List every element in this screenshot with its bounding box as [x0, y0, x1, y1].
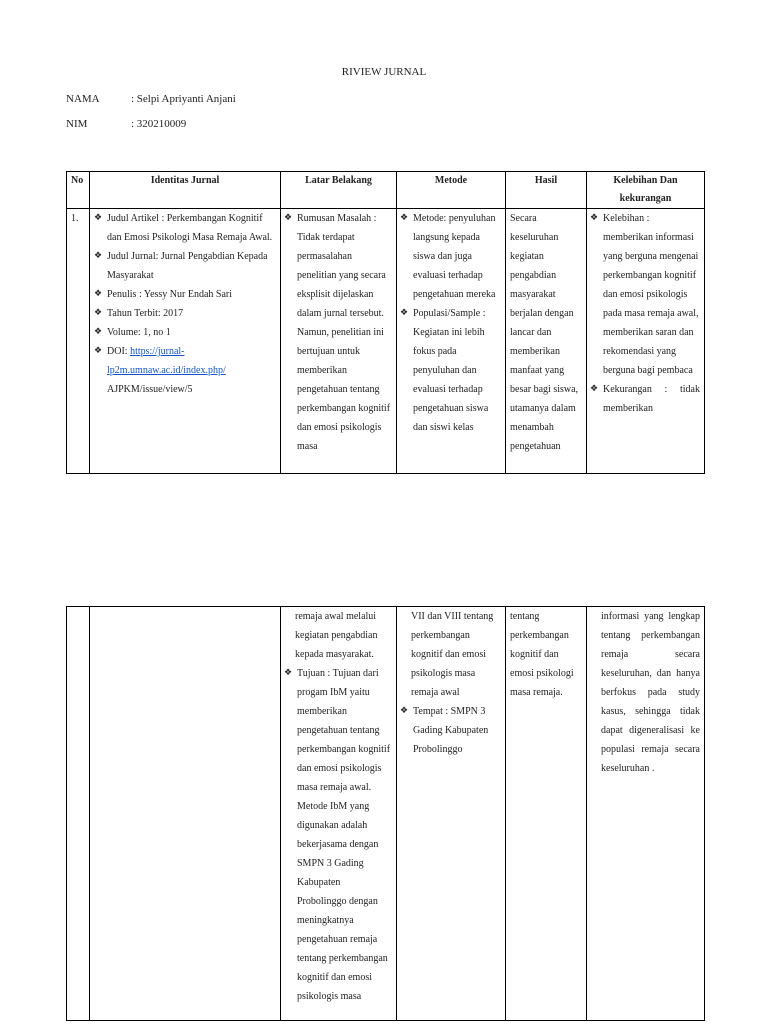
nim-value: : 320210009 [131, 118, 187, 130]
cell-no-cont [67, 607, 90, 1021]
nim-label: NIM [66, 118, 88, 130]
list-item: ❖ Tujuan : Tujuan dari progam IbM yaitu memberikan pengetahuan tentang perkembangan kognitif dan emosi psikologis masa remaja awal. Metode IbM yang digunakan adalah bekerjasama dengan SMPN 3 Gading Kabupaten Probolinggo dengan meningkatnya pengetahuan remaja tentang perkembangan kognitif dan emosi psikologis masa [295, 664, 392, 1006]
nim-row [66, 118, 186, 130]
header-no: No [67, 172, 90, 209]
doi-rest: AJPKM/issue/view/5 [107, 384, 193, 395]
header-kelebihan: Kelebihan Dan kekurangan [587, 172, 705, 209]
cell-identitas-cont [90, 607, 281, 1021]
list-item: ❖ Metode: penyuluhan langsung kepada siswa dan juga evaluasi terhadap pengetahuan mereka [411, 209, 501, 304]
cell-kelebihan [587, 209, 705, 474]
document-title: RIVIEW JURNAL [341, 66, 427, 78]
list-item: ❖ Rumusan Masalah : Tidak terdapat permasalahan penelitian yang secara eksplisit dijelaskan dalam jurnal tersebut. Namun, penelitian ini bertujuan untuk memberikan pengetahuan tentang perkembangan kognitif dan emosi psikologis masa [295, 209, 392, 456]
metode-list [411, 209, 501, 437]
list-item: ❖ Penulis : Yessy Nur Endah Sari [94, 285, 276, 304]
nama-label: NAMA [66, 93, 100, 105]
latar-tujuan-list [295, 664, 392, 1006]
cell-kekurangan-cont: informasi yang lengkap tentang perkembangan remaja secara keseluruhan, dan hanya berfokus pada study kasus, sehingga tidak dapat digeneralisasi ke populasi remaja secara keseluruhan . [587, 607, 705, 1021]
identitas-list [94, 209, 276, 399]
header-identitas: Identitas Jurnal [90, 172, 281, 209]
cell-identitas [90, 209, 281, 474]
cell-latar-cont [281, 607, 397, 1021]
kelebihan-list [601, 209, 700, 418]
list-item: ❖ Kekurangan : tidak memberikan [601, 380, 700, 418]
list-item: ❖ Volume: 1, no 1 [94, 323, 276, 342]
metode-continued: VII dan VIII tentang perkembangan kognitif dan emosi psikologis masa remaja awal [411, 611, 494, 698]
nama-row [66, 93, 236, 105]
list-item [94, 342, 276, 399]
list-item: ❖ Judul Jurnal: Jurnal Pengabdian Kepada Masyarakat [94, 247, 276, 285]
cell-metode [397, 209, 506, 474]
list-item: ❖ Tahun Terbit: 2017 [94, 304, 276, 323]
metode-tempat-list [411, 702, 501, 759]
nama-value: : Selpi Apriyanti Anjani [131, 93, 236, 105]
latar-continued: remaja awal melalui kegiatan pengabdian kepada masyarakat. [295, 611, 378, 660]
header-hasil: Hasil [506, 172, 587, 209]
table-header-row [67, 172, 705, 209]
table-row [67, 607, 705, 1021]
cell-latar [281, 209, 397, 474]
list-item: ❖ Kelebihan : memberikan informasi yang berguna mengenai perkembangan kognitif dan emosi psikologis pada masa remaja awal, memberikan saran dan rekomendasi yang berguna bagi pembaca [601, 209, 700, 380]
list-item: ❖ Tempat : SMPN 3 Gading Kabupaten Probolinggo [411, 702, 501, 759]
review-table-page2 [66, 606, 705, 1021]
cell-hasil: Secara keseluruhan kegiatan pengabdian masyarakat berjalan dengan lancar dan memberikan manfaat yang besar bagi siswa, utamanya dalam menambah pengetahuan [506, 209, 587, 474]
header-metode: Metode [397, 172, 506, 209]
table-row [67, 209, 705, 474]
list-item: ❖ Judul Artikel : Perkembangan Kognitif dan Emosi Psikologi Masa Remaja Awal. [94, 209, 276, 247]
latar-list [295, 209, 392, 456]
doi-label: DOI: [107, 346, 131, 357]
cell-hasil-cont: tentang perkembangan kognitif dan emosi psikologi masa remaja. [506, 607, 587, 1021]
doi-link[interactable]: https://jurnal-lp2m.umnaw.ac.id/index.php/ [107, 346, 226, 376]
cell-no: 1. [67, 209, 90, 474]
list-item: ❖ Populasi/Sample : Kegiatan ini lebih fokus pada penyuluhan dan evaluasi terhadap pengetahuan siswa dan siswi kelas [411, 304, 501, 437]
cell-metode-cont [397, 607, 506, 1021]
review-table-page1 [66, 171, 705, 474]
header-latar: Latar Belakang [281, 172, 397, 209]
